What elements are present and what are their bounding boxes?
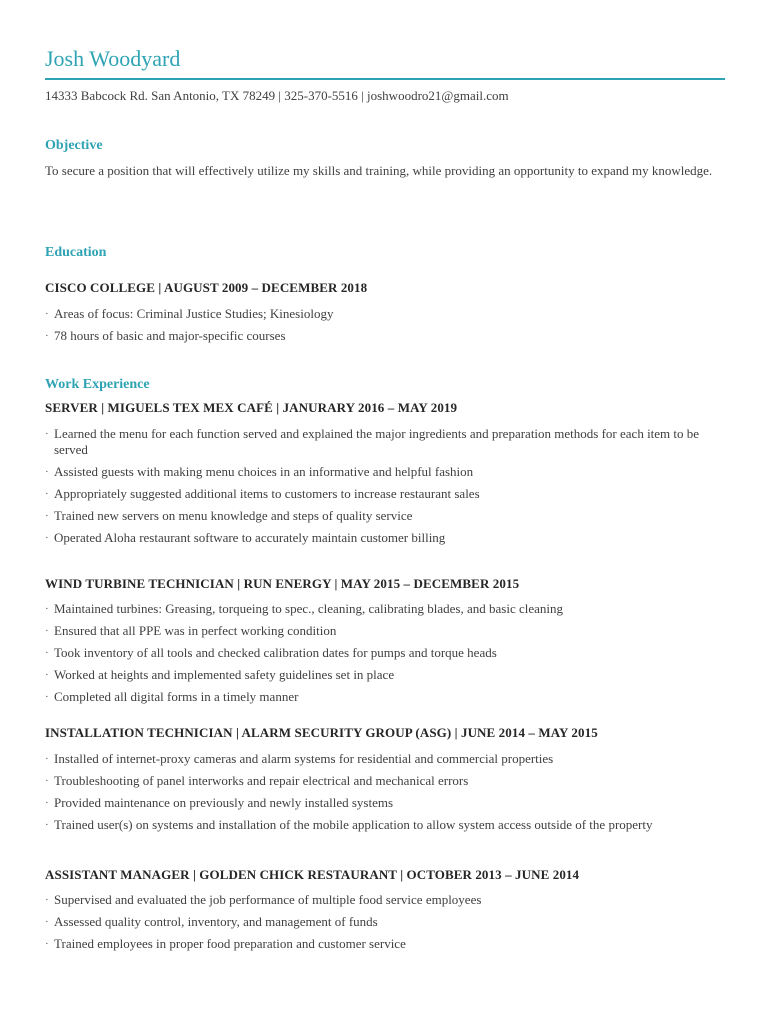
- list-item: [45, 508, 715, 524]
- objective-text: To secure a position that will effectively utilize my skills and training, while providing an opportunity to expand my knowledge.: [45, 163, 713, 178]
- job-bullet-list: [45, 426, 715, 552]
- list-item-text: Supervised and evaluated the job performance of multiple food service employees: [54, 892, 482, 907]
- bullet-icon: ·: [45, 797, 49, 809]
- list-item-text: Troubleshooting of panel interworks and repair electrical and mechanical errors: [54, 773, 469, 788]
- list-item-text: Areas of focus: Criminal Justice Studies; Kinesiology: [54, 306, 334, 321]
- bullet-icon: ·: [45, 532, 49, 544]
- list-item: [45, 486, 715, 502]
- bullet-icon: ·: [45, 894, 49, 906]
- list-item-text: Trained user(s) on systems and installation of the mobile application to allow system access outside of the property: [54, 817, 653, 832]
- list-item-text: Assisted guests with making menu choices in an informative and helpful fashion: [54, 464, 474, 479]
- list-item: [45, 892, 715, 908]
- job-heading: ASSISTANT MANAGER | GOLDEN CHICK RESTAURANT | OCTOBER 2013 – JUNE 2014: [45, 867, 580, 882]
- bullet-icon: ·: [45, 647, 49, 659]
- list-item-text: Ensured that all PPE was in perfect working condition: [54, 623, 337, 638]
- list-item: [45, 306, 715, 322]
- list-item: [45, 689, 715, 705]
- job-bullet-list: [45, 601, 715, 711]
- bullet-icon: ·: [45, 775, 49, 787]
- list-item-text: Worked at heights and implemented safety guidelines set in place: [54, 667, 395, 682]
- list-item-text: Appropriately suggested additional items to customers to increase restaurant sales: [54, 486, 480, 501]
- list-item-text: Learned the menu for each function served and explained the major ingredients and preparation methods for each item to be served: [54, 426, 700, 457]
- job-bullet-list: [45, 751, 715, 839]
- list-item: [45, 773, 715, 789]
- education-heading: Education: [45, 245, 107, 260]
- bullet-icon: ·: [45, 308, 49, 320]
- list-item: [45, 936, 715, 952]
- list-item: [45, 328, 715, 344]
- education-school: CISCO COLLEGE | AUGUST 2009 – DECEMBER 2018: [45, 280, 368, 295]
- list-item-text: Operated Aloha restaurant software to accurately maintain customer billing: [54, 530, 446, 545]
- education-list: [45, 306, 715, 350]
- bullet-icon: ·: [45, 916, 49, 928]
- list-item-text: Provided maintenance on previously and newly installed systems: [54, 795, 394, 810]
- work-experience-heading: Work Experience: [45, 377, 150, 392]
- list-item: [45, 623, 715, 639]
- bullet-icon: ·: [45, 330, 49, 342]
- bullet-icon: ·: [45, 753, 49, 765]
- list-item: [45, 464, 715, 480]
- bullet-icon: ·: [45, 691, 49, 703]
- applicant-name: Josh Woodyard: [45, 46, 181, 71]
- list-item-text: Maintained turbines: Greasing, torqueing to spec., cleaning, calibrating blades, and basic cleaning: [54, 601, 564, 616]
- bullet-icon: ·: [45, 510, 49, 522]
- list-item: [45, 601, 715, 617]
- list-item: [45, 426, 715, 458]
- list-item-text: Completed all digital forms in a timely manner: [54, 689, 299, 704]
- list-item: [45, 667, 715, 683]
- list-item-text: Trained new servers on menu knowledge and steps of quality service: [54, 508, 413, 523]
- job-heading: INSTALLATION TECHNICIAN | ALARM SECURITY GROUP (ASG) | JUNE 2014 – MAY 2015: [45, 725, 598, 740]
- list-item: [45, 645, 715, 661]
- list-item-text: Trained employees in proper food preparation and customer service: [54, 936, 406, 951]
- bullet-icon: ·: [45, 819, 49, 831]
- header-divider: [45, 78, 725, 80]
- list-item-text: Installed of internet-proxy cameras and alarm systems for residential and commercial properties: [54, 751, 554, 766]
- objective-heading: Objective: [45, 138, 103, 153]
- list-item: [45, 795, 715, 811]
- bullet-icon: ·: [45, 938, 49, 950]
- list-item-text: Took inventory of all tools and checked calibration dates for pumps and torque heads: [54, 645, 497, 660]
- list-item-text: 78 hours of basic and major-specific courses: [54, 328, 286, 343]
- bullet-icon: ·: [45, 603, 49, 615]
- job-bullet-list: [45, 892, 715, 958]
- bullet-icon: ·: [45, 488, 49, 500]
- list-item: [45, 751, 715, 767]
- job-heading: SERVER | MIGUELS TEX MEX CAFÉ | JANURARY 2016 – MAY 2019: [45, 400, 458, 415]
- job-heading: WIND TURBINE TECHNICIAN | RUN ENERGY | MAY 2015 – DECEMBER 2015: [45, 576, 520, 591]
- list-item: [45, 914, 715, 930]
- list-item-text: Assessed quality control, inventory, and management of funds: [54, 914, 378, 929]
- bullet-icon: ·: [45, 625, 49, 637]
- bullet-icon: ·: [45, 466, 49, 478]
- list-item: [45, 530, 715, 546]
- bullet-icon: ·: [45, 428, 49, 440]
- list-item: [45, 817, 715, 833]
- bullet-icon: ·: [45, 669, 49, 681]
- contact-info: 14333 Babcock Rd. San Antonio, TX 78249 | 325-370-5516 | joshwoodro21@gmail.com: [45, 88, 509, 103]
